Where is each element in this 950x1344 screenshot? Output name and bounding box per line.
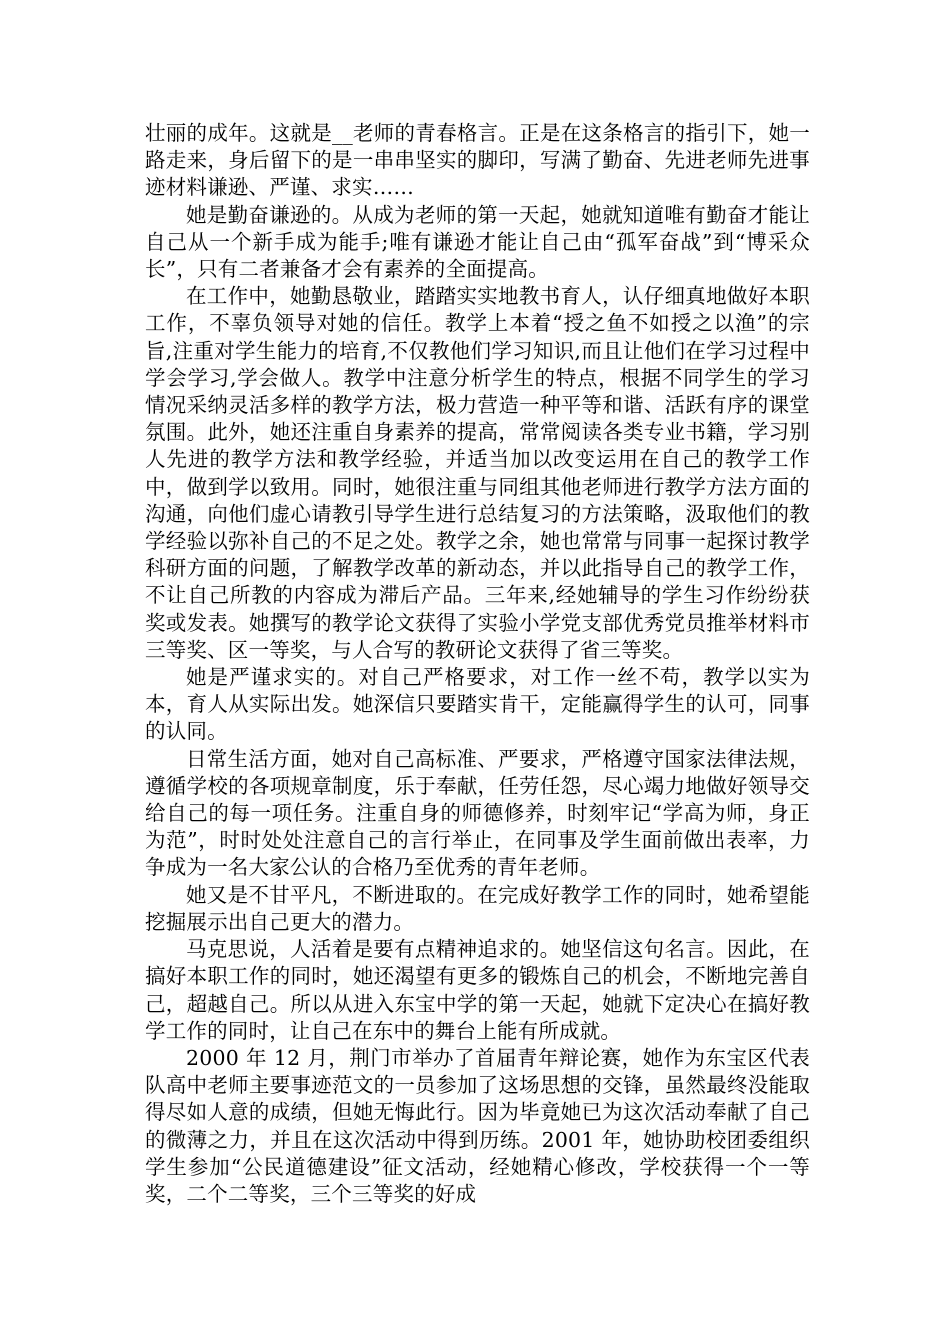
document-body — [145, 120, 810, 1208]
paragraph-6: 她又是不甘平凡，不断进取的。在完成好教学工作的同时，她希望能挖掘展示出自己更大的潜力。 — [145, 882, 810, 934]
paragraph-3: 在工作中，她勤恳敬业，踏踏实实地教书育人，认仔细真地做好本职工作，不辜负领导对她的信任。教学上本着“授之鱼不如授之以渔”的宗旨,注重对学生能力的培育,不仅教他们学习知识,而且让他们在学习过程中学会学习,学会做人。教学中注意分析学生的特点，根据不同学生的学习情况采纳灵活多样的教学方法，极力营造一种平等和谐、活跃有序的课堂氛围。此外，她还注重自身素养的提高，常常阅读各类专业书籍，学习别人先进的教学方法和教学经验，并适当加以改变运用在自己的教学工作中，做到学以致用。同时，她很注重与同组其他老师进行教学方法方面的沟通，向他们虚心请教引导学生进行总结复习的方法策略，汲取他们的教学经验以弥补自己的不足之处。教学之余，她也常常与同事一起探讨教学科研方面的问题，了解教学改革的新动态，并以此指导自己的教学工作，不让自己所教的内容成为滞后产品。三年来,经她辅导的学生习作纷纷获奖或发表。她撰写的教学论文获得了实验小学党支部优秀党员推举材料市三等奖、区一等奖，与人合写的教研论文获得了省三等奖。 — [145, 284, 810, 662]
paragraph-4: 她是严谨求实的。对自己严格要求，对工作一丝不苟，教学以实为本，育人从实际出发。她深信只要踏实肯干，定能赢得学生的认可，同事的认同。 — [145, 665, 810, 744]
paragraph-8: 2000 年 12 月，荆门市举办了首届青年辩论赛，她作为东宝区代表队高中老师主要事迹范文的一员参加了这场思想的交锋，虽然最终没能取得尽如人意的成绩，但她无悔此行。因为毕竟她已为这次活动奉献了自己的微薄之力，并且在这次活动中得到历练。2001 年，她协助校团委组织学生参加“公民道德建设”征文活动，经她精心修改，学校获得一个一等奖，二个二等奖，三个三等奖的好成 — [145, 1045, 810, 1206]
paragraph-1: 壮丽的成年。这就是__老师的青春格言。正是在这条格言的指引下，她一路走来，身后留下的是一串串坚实的脚印，写满了勤奋、先进老师先进事迹材料谦逊、严谨、求实…… — [145, 121, 810, 200]
paragraph-5: 日常生活方面，她对自己高标准、严要求，严格遵守国家法律法规，遵循学校的各项规章制度，乐于奉献，任劳任怨，尽心竭力地做好领导交给自己的每一项任务。注重自身的师德修养，时刻牢记“学高为师，身正为范”，时时处处注意自己的言行举止，在同事及学生面前做出表率，力争成为一名大家公认的合格乃至优秀的青年老师。 — [145, 746, 810, 880]
paragraph-2: 她是勤奋谦逊的。从成为老师的第一天起，她就知道唯有勤奋才能让自己从一个新手成为能手;唯有谦逊才能让自己由“孤军奋战”到“博采众长”，只有二者兼备才会有素养的全面提高。 — [145, 202, 810, 282]
paragraph-7: 马克思说，人活着是要有点精神追求的。她坚信这句名言。因此，在搞好本职工作的同时，她还渴望有更多的锻炼自己的机会，不断地完善自己，超越自己。所以从进入东宝中学的第一天起，她就下定决心在搞好教学工作的同时，让自己在东中的舞台上能有所成就。 — [145, 937, 810, 1043]
